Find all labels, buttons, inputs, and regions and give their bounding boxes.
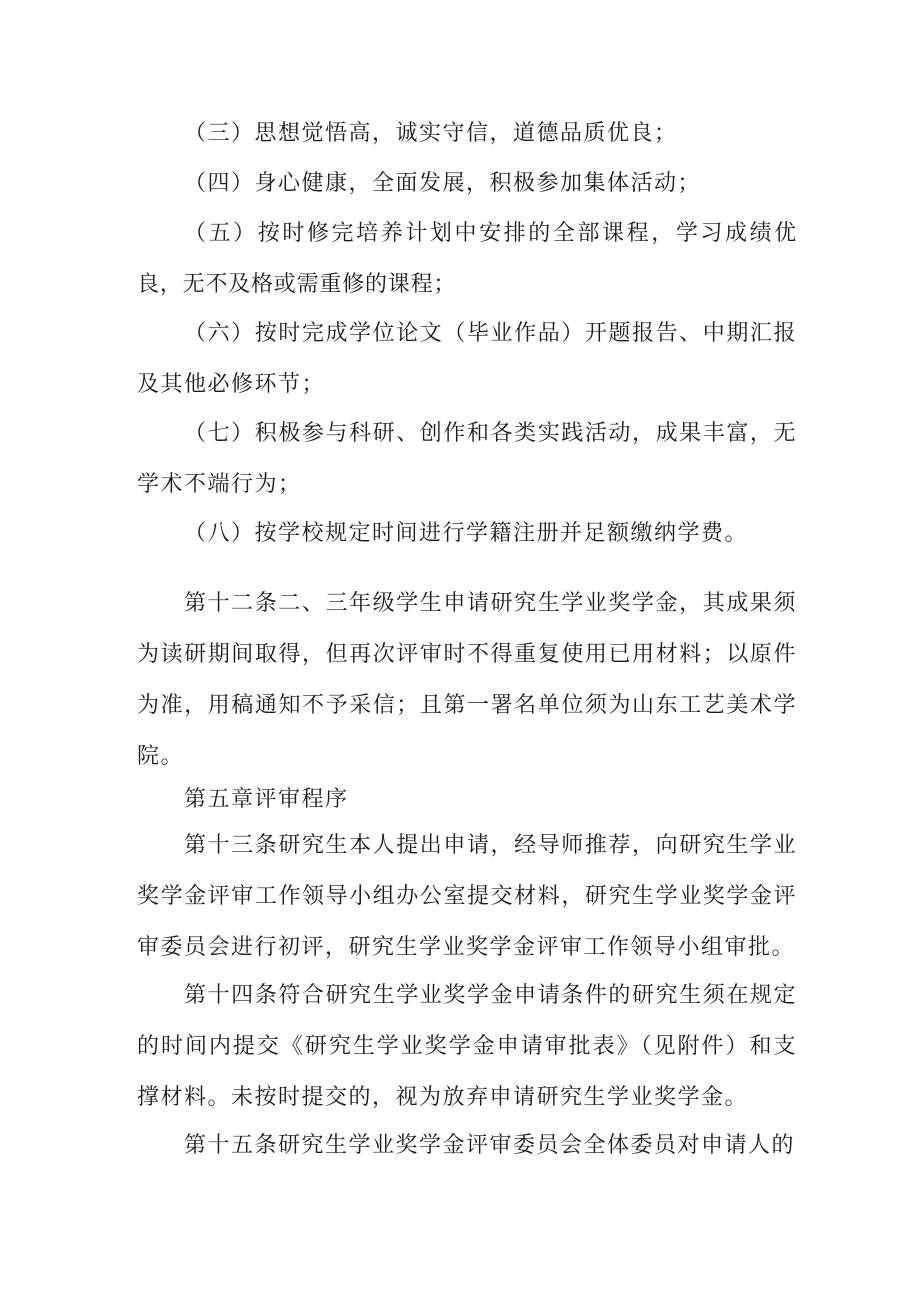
paragraph-item-5: （五）按时修完培养计划中安排的全部课程，学习成绩优良，无不及格或需重修的课程；	[137, 221, 797, 297]
article-15: 第十五条研究生学业奖学金评审委员会全体委员对申请人的	[184, 1133, 796, 1158]
paragraph-item-7: （七）积极参与科研、创作和各类实践活动，成果丰富，无学术不端行为；	[137, 421, 797, 497]
article-14: 第十四条符合研究生学业奖学金申请条件的研究生须在规定的时间内提交《研究生学业奖学金申请审批表》（见附件）和支撑材料。未按时提交的，视为放弃申请研究生学业奖学金。	[137, 983, 797, 1110]
article-12: 第十二条二、三年级学生申请研究生学业奖学金，其成果须为读研期间取得，但再次评审时不得重复使用已用材料；以原件为准，用稿通知不予采信；且第一署名单位须为山东工艺美术学院。	[137, 591, 797, 769]
article-13: 第十三条研究生本人提出申请，经导师推荐，向研究生学业奖学金评审工作领导小组办公室提交材料，研究生学业奖学金评审委员会进行初评，研究生学业奖学金评审工作领导小组审批。	[137, 833, 797, 960]
paragraph-item-8: （八）按学校规定时间进行学籍注册并足额缴纳学费。	[184, 521, 749, 546]
paragraph-item-3: （三）思想觉悟高，诚实守信，道德品质优良；	[184, 121, 678, 146]
paragraph-item-4: （四）身心健康，全面发展，积极参加集体活动；	[184, 171, 702, 196]
chapter-5-heading: 第五章评审程序	[184, 787, 349, 812]
paragraph-item-6: （六）按时完成学位论文（毕业作品）开题报告、中期汇报及其他必修环节；	[137, 321, 797, 397]
